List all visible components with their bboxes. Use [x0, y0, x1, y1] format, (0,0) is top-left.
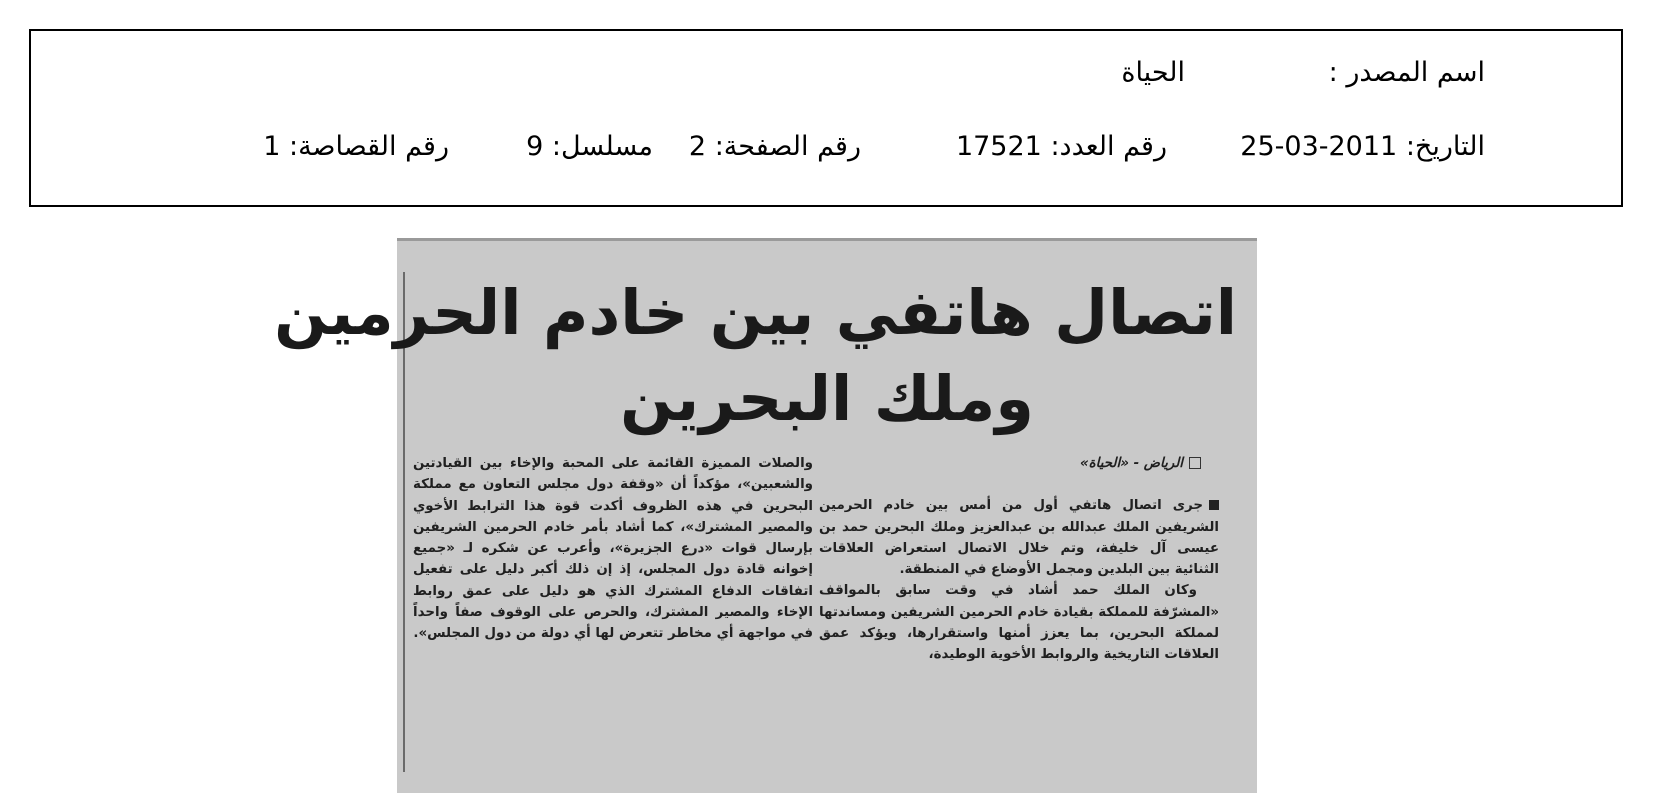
- clip-number-value: 1: [263, 131, 281, 162]
- newspaper-clipping: [274, 238, 1257, 793]
- page-label: رقم الصفحة:: [714, 131, 861, 162]
- date-label: التاريخ:: [1405, 131, 1485, 162]
- dateline: [819, 453, 1219, 474]
- serial-value: 9: [526, 131, 544, 162]
- source-value: الحياة: [1121, 57, 1185, 88]
- page-field: [689, 131, 861, 162]
- issue-label: رقم العدد:: [1050, 131, 1167, 162]
- dateline-text: الرياض - «الحياة»: [1079, 456, 1183, 471]
- issue-field: [956, 131, 1167, 162]
- clipping-metadata-box: [29, 29, 1623, 207]
- source-label: اسم المصدر :: [1328, 57, 1485, 88]
- paragraph-3: والصلات المميزة القائمة على المحبة والإخاء بين القيادتين والشعبين»، مؤكداً أن «وقفة دول مجلس التعاون مع مملكة البحرين في هذه الظروف أكدت قوة هذا الترابط الأخوي والمصير المشترك»، كما أشاد بأمر خادم الحرمين الشريفين بإرسال قوات «درع الجزيرة»، وأعرب عن شكره لـ «جميع إخوانه قادة دول المجلس، إذ إن ذلك أكبر دليل على تفعيل اتفاقات الدفاع المشترك الذي هو دليل على عمق روابط الإخاء والمصير المشترك، والحرص على الوقوف صفاً واحداً في مواجهة أي مخاطر تتعرض لها أي دولة من دول المجلس».: [413, 456, 813, 642]
- serial-field: [526, 131, 653, 162]
- clip-number-label: رقم القصاصة:: [288, 131, 449, 162]
- paragraph-1: [819, 495, 1219, 580]
- clipping-top-edge: [397, 238, 1257, 241]
- paragraph-2: وكان الملك حمد أشاد في وقت سابق بالمواقف «المشرّفة للمملكة بقيادة خادم الحرمين الشريفين ومساندتها لمملكة البحرين، بما يعزز أمنها واستقرارها، ويؤكد عمق العلاقات التاريخية والروابط الأخوية الوطيدة،: [819, 583, 1219, 663]
- date-value: 2011-03-25: [1240, 131, 1398, 162]
- page-value: 2: [688, 131, 707, 162]
- headline-line-1: اتصال هاتفي بين خادم الحرمين: [274, 276, 1237, 349]
- serial-label: مسلسل:: [551, 131, 653, 162]
- article-column-left: [413, 453, 813, 645]
- date-field: [1240, 131, 1485, 162]
- headline-line-2: وملك البحرين: [620, 362, 1034, 435]
- paragraph-1-text: جرى اتصال هاتفي أول من أمس بين خادم الحرمين الشريفين الملك عبدالله بن عبدالعزيز وملك البحرين حمد بن عيسى آل خليفة، وتم خلال الاتصال استعراض العلاقات الثنائية بين البلدين ومجمل الأوضاع في المنطقة.: [819, 498, 1219, 578]
- square-bullet-icon: [1209, 500, 1219, 510]
- clip-number-field: [263, 131, 449, 162]
- issue-value: 17521: [955, 131, 1042, 162]
- article-column-right: [819, 453, 1219, 666]
- box-bullet-icon: [1189, 457, 1201, 469]
